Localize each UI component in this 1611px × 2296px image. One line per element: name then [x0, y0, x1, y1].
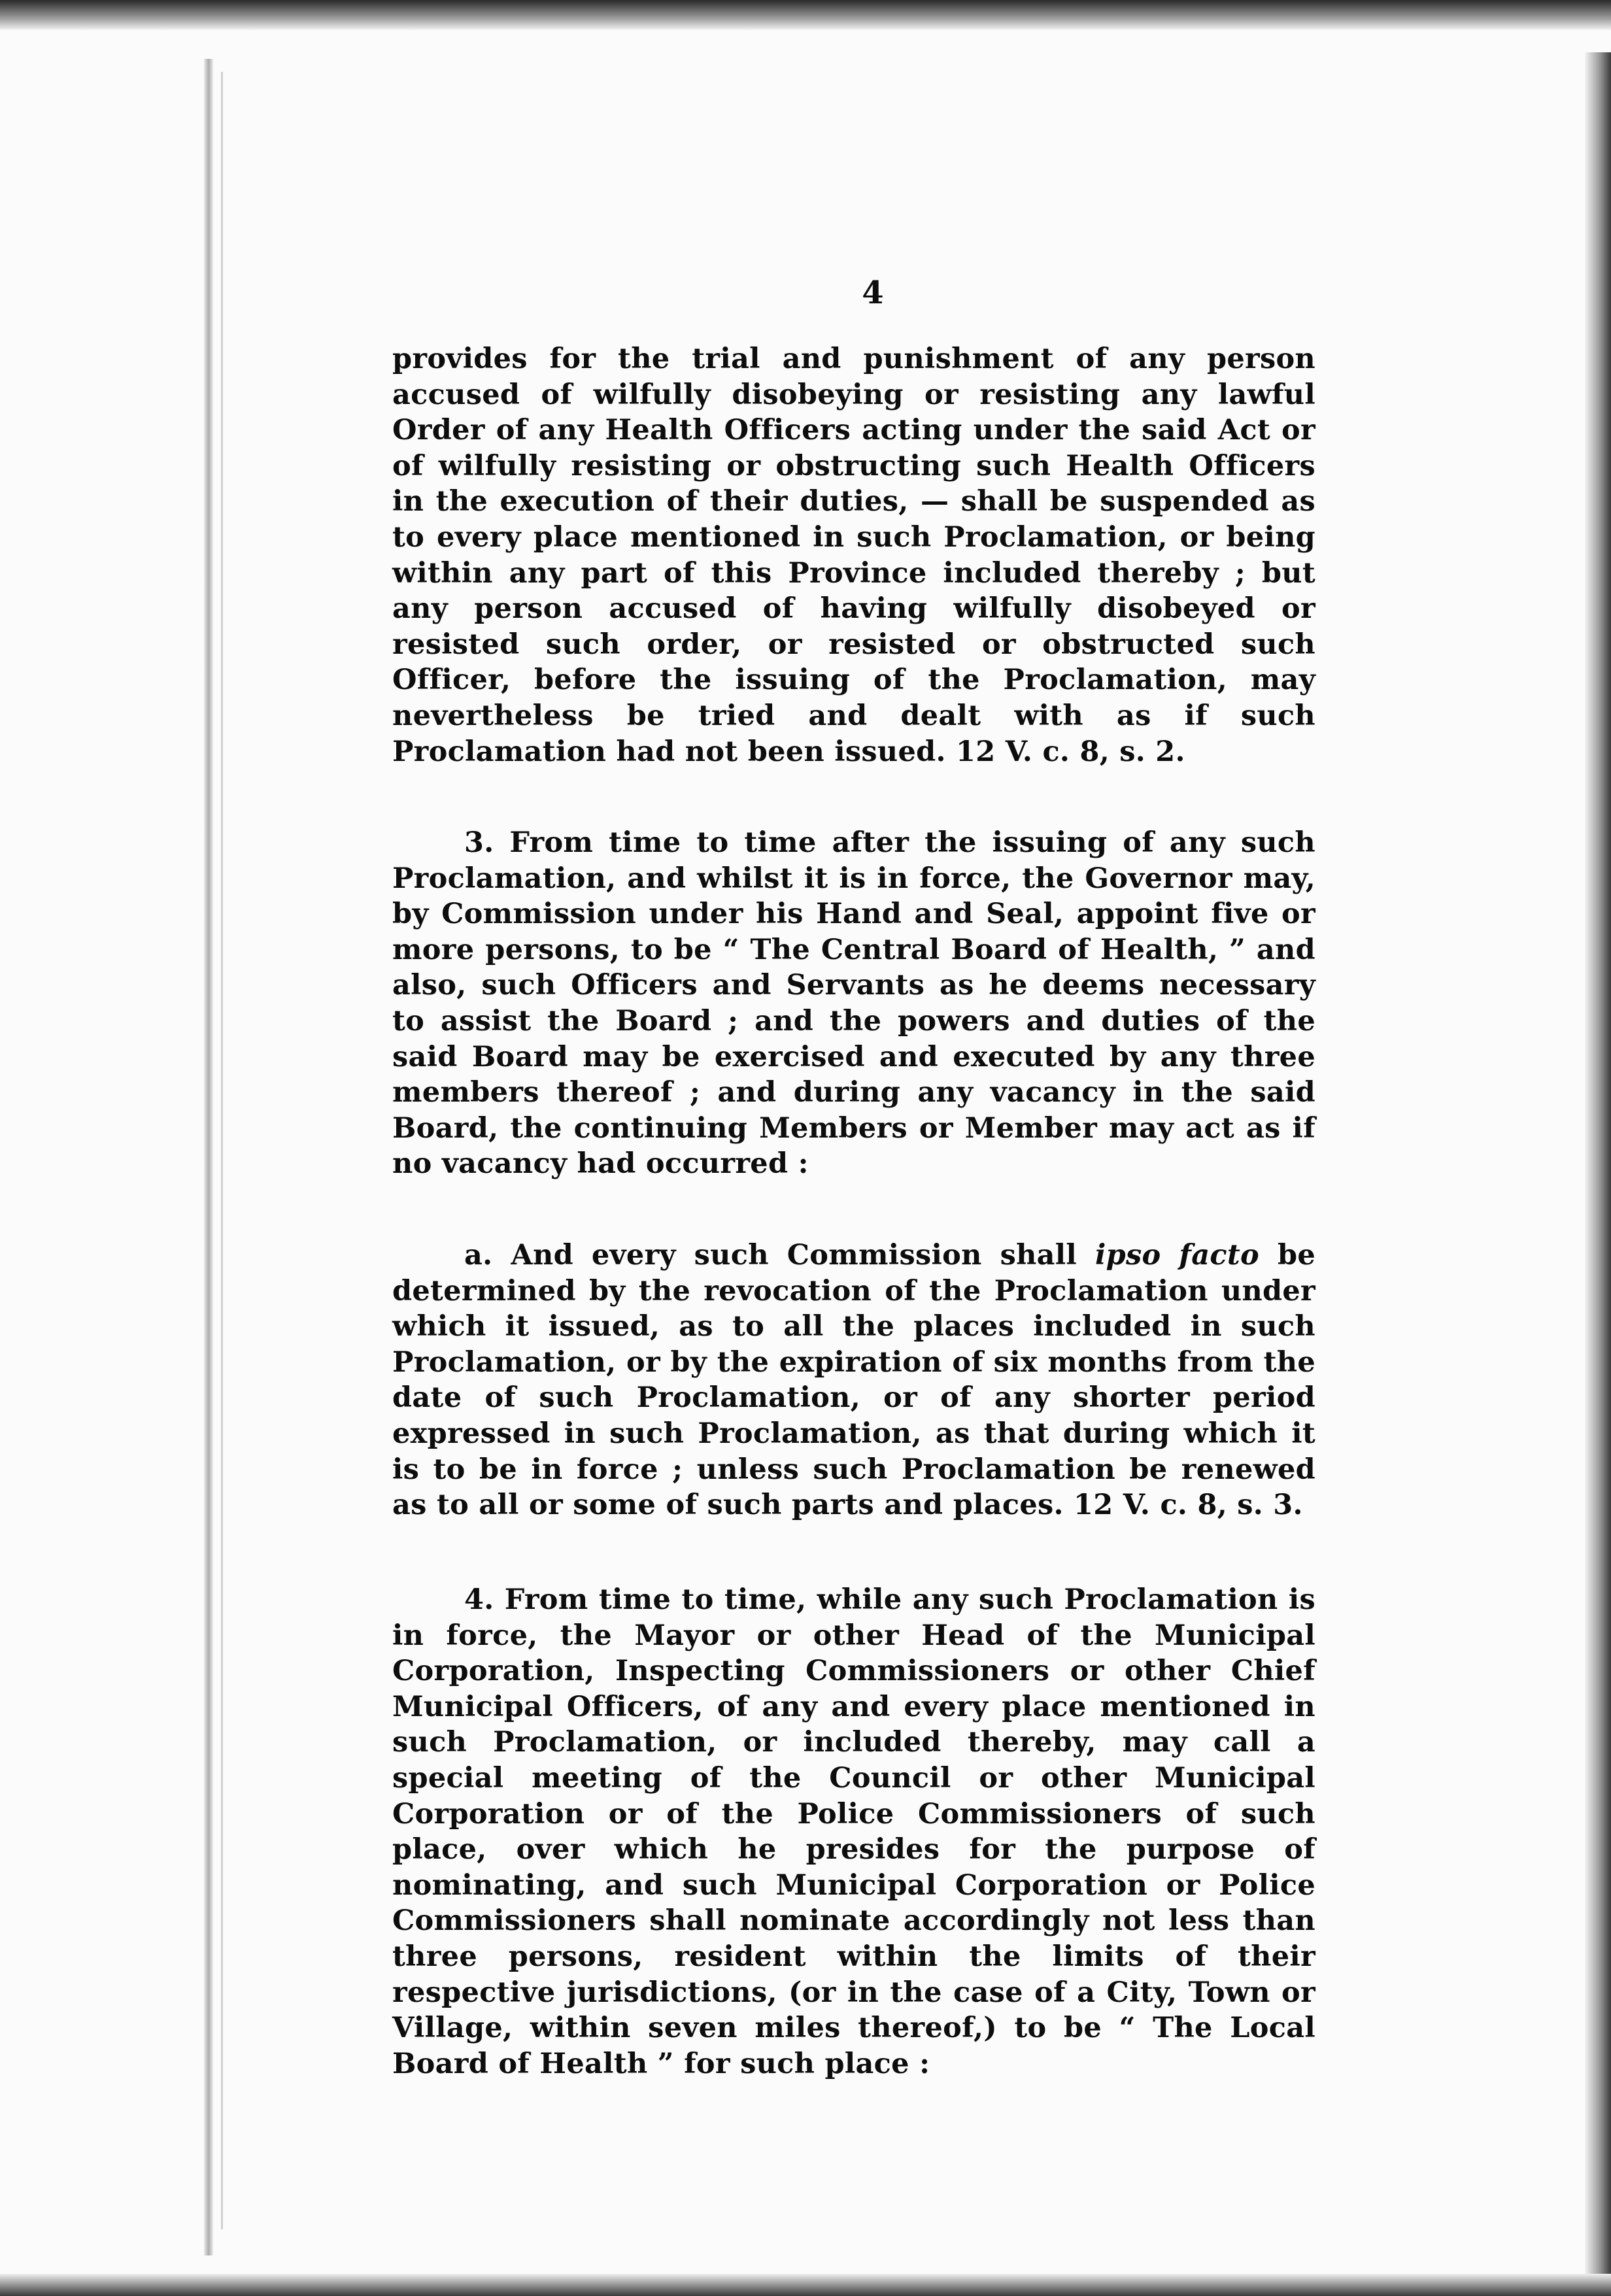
subsection-label: a. — [464, 1239, 493, 1272]
paragraph-continuation — [392, 341, 1315, 769]
section-4 — [392, 1582, 1315, 2082]
section-number: 3. — [464, 826, 494, 859]
page-fold-line — [221, 72, 223, 2229]
subsection-text-start: And every such Commission shall — [511, 1239, 1077, 1272]
paragraph-text: provides for the trial and punishment of any person accused of wilfully disobeying or resisting any lawful Order of any Health Officers acting under the said Act or of wilfully resisting or obstructing such Health Officers in the execution of their duties, — shall be suspended as to every place mentioned in such Proclamation, or being within any part of this Province included thereby ; but any person accused of having wilfully disobeyed or resisted such order, or resisted or obstructed such Officer, before the issuing of the Proclamation, may nevertheless be tried and dealt with as if such Proclamation had not been issued. 12 V. c. 8, s. 2. — [392, 343, 1315, 768]
page-number: 4 — [862, 275, 884, 311]
section-number: 4. — [464, 1583, 494, 1616]
section-4-paragraph — [392, 1582, 1315, 2082]
subsection-paragraph — [392, 1238, 1315, 1523]
section-text: From time to time after the issuing of any such Proclamation, and whilst it is in force, the Governor may, by Commission under his Hand and Seal, appoint five or more persons, to be “ The Central Board of Health, ” and also, such Officers and Servants as he deems necessary to assist the Board ; and the powers and duties of the said Board may be exercised and executed by any three members thereof ; and during any vacancy in the said Board, the continuing Members or Member may act as if no vacancy had occurred : — [392, 826, 1315, 1181]
page-fold-shadow — [204, 59, 213, 2255]
scan-top-edge — [0, 0, 1611, 30]
latin-phrase: ipso facto — [1095, 1239, 1260, 1272]
scan-right-edge — [1585, 52, 1611, 2275]
section-3-subsection-a — [392, 1238, 1315, 1523]
section-3 — [392, 825, 1315, 1182]
scan-bottom-edge — [0, 2274, 1611, 2296]
subsection-text-end: be determined by the revocation of the Proclamation under which it issued, as to all the places included in such Proclamation, or by the expiration of six months from the date of such Proclamation, or of any shorter period expressed in such Proclamation, as that during which it is to be in force ; unless such Proclamation be renewed as to all or some of such parts and places. 12 V. c. 8, s. 3. — [392, 1239, 1315, 1522]
section-3-paragraph — [392, 825, 1315, 1182]
section-text: From time to time, while any such Proclamation is in force, the Mayor or other Head of the Municipal Corporation, Inspecting Commissioners or other Chief Municipal Officers, of any and every place mentioned in such Proclamation, or included thereby, may call a special meeting of the Council or other Municipal Corporation or of the Police Commissioners of such place, over which he presides for the purpose of nominating, and such Municipal Corporation or Police Commissioners shall nominate accordingly not less than three persons, resident within the limits of their respective jurisdictions, (or in the case of a City, Town or Village, within seven miles thereof,) to be “ The Local Board of Health ” for such place : — [392, 1583, 1315, 2080]
